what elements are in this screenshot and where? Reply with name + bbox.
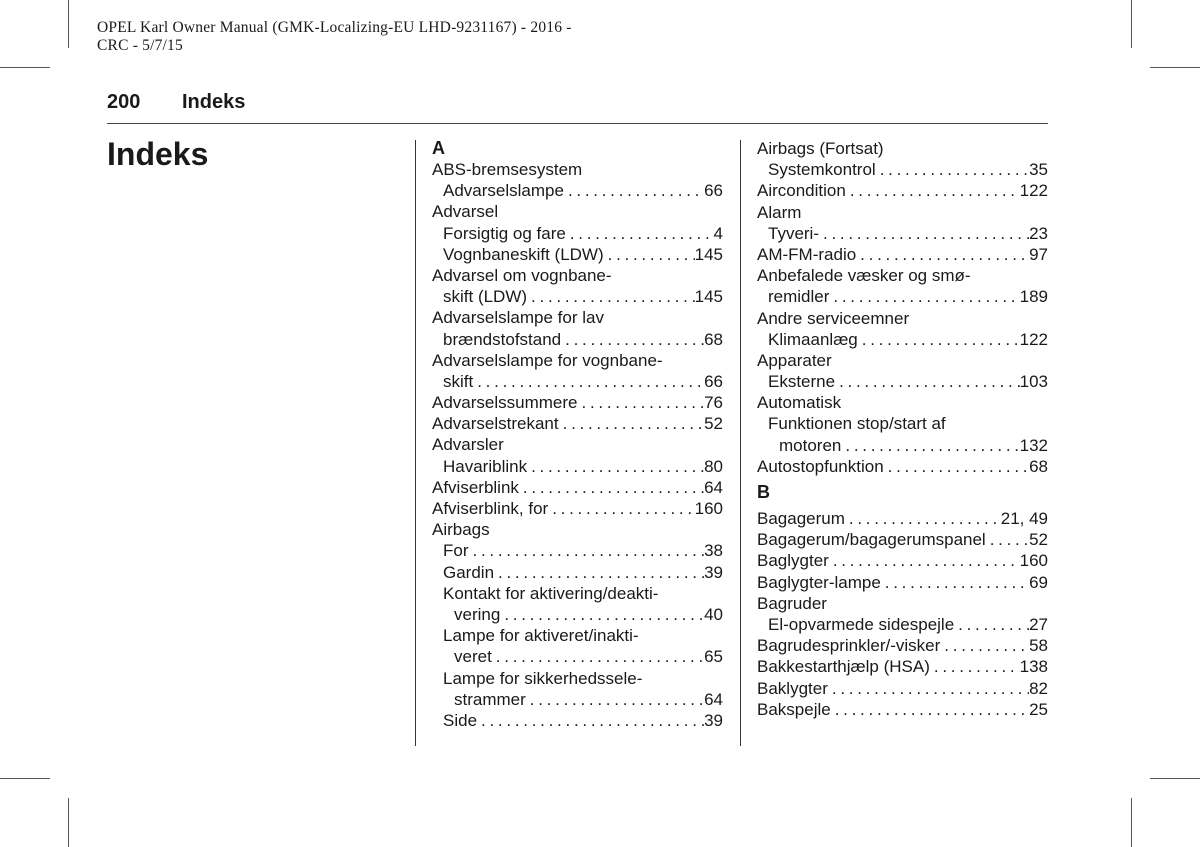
index-entry-page: 52: [1029, 530, 1048, 550]
index-entry-term: Bagagerum/bagagerumspanel: [757, 530, 986, 550]
index-entry-page: 66: [704, 371, 723, 391]
index-entry: [432, 392, 723, 413]
index-letter-heading: B: [757, 482, 770, 502]
page-number: 200: [107, 91, 141, 113]
index-entry-term: Advarselssummere: [432, 393, 578, 413]
index-entry: [432, 329, 723, 350]
index-entry-term: Havariblink: [443, 456, 528, 476]
index-entry-term: Advarsler: [432, 435, 504, 455]
index-entry: [757, 202, 1048, 223]
dot-leader: [473, 371, 704, 392]
index-entry-term: Vognbaneskift (LDW): [443, 244, 604, 264]
index-entry-term: Advarsel om vognbane-: [432, 265, 612, 285]
index-entry-page: 68: [704, 329, 723, 349]
section-name: Indeks: [182, 91, 246, 113]
crop-mark: [1131, 0, 1132, 48]
index-entry-page: 80: [704, 456, 723, 476]
index-entry-page: 58: [1029, 636, 1048, 656]
index-entry: [432, 265, 723, 286]
index-entry-term: strammer: [454, 689, 526, 709]
index-entry-term: Bakkestarthjælp (HSA): [757, 657, 930, 677]
index-entry: [432, 159, 723, 180]
crop-mark: [1131, 798, 1132, 847]
dot-leader: [819, 223, 1029, 244]
index-entry-term: Advarselslampe for vognbane-: [432, 350, 663, 370]
index-entry: [432, 604, 723, 625]
index-entry-term: Advarselstrekant: [432, 414, 559, 434]
index-entry-page: 40: [704, 604, 723, 624]
index-entry-page: 97: [1029, 244, 1048, 264]
index-entry-term: Kontakt for aktivering/deakti-: [443, 583, 659, 603]
index-entry: [757, 265, 1048, 286]
dot-leader: [940, 635, 1029, 656]
index-entry-term: Baklygter: [757, 678, 828, 698]
index-entry-term: Afviserblink: [432, 477, 519, 497]
index-entry: [432, 307, 723, 328]
index-entry-term: For: [443, 541, 469, 561]
page-title: Indeks: [107, 136, 209, 172]
index-entry: [432, 540, 723, 561]
index-entry-term: Lampe for sikkerhedssele-: [443, 668, 643, 688]
meta-line-2: CRC - 5/7/15: [97, 37, 183, 54]
dot-leader: [881, 572, 1029, 593]
index-entry-page: 132: [1019, 435, 1048, 455]
index-entry-term: Klimaanlæg: [768, 329, 858, 349]
index-entry-term: Funktionen stop/start af: [768, 414, 946, 434]
dot-leader: [829, 286, 1019, 307]
dot-leader: [492, 646, 704, 667]
index-entry-term: Baglygter-lampe: [757, 572, 881, 592]
index-entry-page: 4: [713, 223, 723, 243]
header-rule: [107, 123, 1048, 124]
index-entry: [432, 350, 723, 371]
index-entry-page: 64: [704, 477, 723, 497]
index-entry: [757, 456, 1048, 477]
index-entry-term: Lampe for aktiveret/inakti-: [443, 626, 639, 646]
index-entry: [757, 656, 1048, 677]
index-entry-term: Bagruder: [757, 593, 827, 613]
index-entry-term: Afviserblink, for: [432, 499, 549, 518]
index-entry-page: 145: [694, 244, 723, 264]
dot-leader: [578, 392, 705, 413]
index-entry-term: Advarselslampe for lav: [432, 308, 604, 328]
index-entry-page: 122: [1019, 181, 1048, 201]
index-entry: [757, 350, 1048, 371]
index-entry-term: Bagrudesprinkler/-visker: [757, 636, 941, 656]
dot-leader: [829, 550, 1020, 571]
index-entry-term: Advarsel: [432, 202, 499, 222]
index-entry: [757, 593, 1048, 614]
column-divider: [740, 140, 741, 746]
index-entry: [432, 625, 723, 646]
index-entry-page: 189: [1019, 287, 1048, 307]
index-entry-term: Anbefalede væsker og smø-: [757, 266, 971, 286]
dot-leader: [500, 604, 704, 625]
dot-leader: [930, 656, 1020, 677]
index-entry: [757, 435, 1048, 456]
index-entry-term: Alarm: [757, 202, 802, 222]
index-entry: [432, 456, 723, 477]
index-entry-page: 76: [704, 393, 723, 413]
index-entry-page: 69: [1029, 572, 1048, 592]
index-entry: [432, 477, 723, 498]
index-entry-term: Forsigtig og fare: [443, 223, 566, 243]
index-entry: [757, 635, 1048, 656]
index-entry-page: 66: [704, 181, 723, 201]
meta-line-1: OPEL Karl Owner Manual (GMK-Localizing-EU LHD-9231167) - 2016 -: [97, 19, 572, 36]
index-entry: [432, 201, 723, 222]
index-entry-term: Apparater: [757, 350, 832, 370]
index-entry: [757, 508, 1048, 529]
index-entry-page: 65: [704, 647, 723, 667]
index-entry-term: motoren: [779, 435, 842, 455]
index-entry: [432, 710, 723, 731]
index-entry-page: 82: [1029, 678, 1048, 698]
dot-leader: [986, 529, 1029, 550]
crop-mark: [0, 67, 50, 68]
index-column-1: [432, 138, 723, 731]
index-entry-page: 68: [1029, 456, 1048, 476]
dot-leader: [828, 678, 1029, 699]
index-entry-term: Baglygter: [757, 551, 829, 571]
dot-leader: [477, 710, 704, 731]
index-entry-page: 160: [1019, 551, 1048, 571]
index-column-2: [757, 138, 1048, 720]
index-entry-page: 160: [694, 499, 723, 518]
dot-leader: [835, 371, 1020, 392]
dot-leader: [526, 689, 704, 710]
index-entry: [757, 286, 1048, 307]
index-entry-term: Tyveri-: [768, 223, 819, 243]
index-entry-term: Automatisk: [757, 393, 842, 413]
dot-leader: [561, 329, 704, 350]
crop-mark: [68, 798, 69, 847]
index-entry: [432, 498, 723, 519]
index-entry-term: vering: [454, 604, 501, 624]
dot-leader: [527, 286, 695, 307]
dot-leader: [564, 180, 704, 201]
index-entry-term: Eksterne: [768, 372, 836, 392]
index-entry-term: Bakspejle: [757, 699, 831, 719]
dot-leader: [845, 508, 1001, 529]
index-entry: [757, 180, 1048, 201]
crop-mark: [1150, 67, 1200, 68]
dot-leader: [954, 614, 1029, 635]
dot-leader: [858, 329, 1020, 350]
dot-leader: [527, 456, 704, 477]
document-meta: [97, 19, 572, 55]
index-entry: [757, 678, 1048, 699]
index-entry: [757, 159, 1048, 180]
index-entry-page: 64: [704, 689, 723, 709]
index-entry-page: 21, 49: [1000, 509, 1048, 528]
index-entry: [757, 138, 1048, 159]
index-entry-page: 35: [1029, 160, 1048, 180]
index-entry-term: remidler: [768, 287, 830, 307]
dot-leader: [469, 540, 705, 561]
index-entry-term: Airbags (Fortsat): [757, 139, 884, 158]
dot-leader: [519, 477, 704, 498]
index-entry: [757, 308, 1048, 329]
page-header: [107, 91, 245, 114]
crop-mark: [0, 778, 50, 779]
index-entry-page: 138: [1019, 657, 1048, 677]
index-entry: [432, 689, 723, 710]
index-entry-term: AM-FM-radio: [757, 244, 857, 264]
dot-leader: [856, 244, 1029, 265]
index-entry-page: 39: [704, 710, 723, 730]
index-entry-term: Side: [443, 710, 478, 730]
index-entry: [432, 223, 723, 244]
index-entry: [757, 572, 1048, 593]
index-entry-page: 103: [1019, 372, 1048, 392]
index-entry: [757, 223, 1048, 244]
index-entry-page: 25: [1029, 699, 1048, 719]
dot-leader: [548, 498, 694, 519]
dot-leader: [876, 159, 1029, 180]
index-entry-term: veret: [454, 647, 492, 667]
index-entry: [432, 371, 723, 392]
column-divider: [415, 140, 416, 746]
index-entry-term: Aircondition: [757, 181, 846, 201]
dot-leader: [494, 562, 704, 583]
index-entry: [432, 646, 723, 667]
index-entry-term: ABS-bremsesystem: [432, 160, 583, 179]
index-entry: [757, 699, 1048, 720]
crop-mark: [1150, 778, 1200, 779]
index-entry-term: Autostopfunktion: [757, 456, 884, 476]
index-entry-term: Bagagerum: [757, 509, 845, 528]
index-entry: [757, 244, 1048, 265]
index-entry-page: 27: [1029, 614, 1048, 634]
index-entry-term: skift: [443, 371, 474, 391]
crop-mark: [68, 0, 69, 48]
dot-leader: [846, 180, 1020, 201]
index-entry: [432, 286, 723, 307]
index-entry-term: skift (LDW): [443, 287, 528, 307]
dot-leader: [559, 413, 704, 434]
index-entry: [432, 668, 723, 689]
index-entry: [432, 434, 723, 455]
index-entry-page: 145: [694, 287, 723, 307]
index-entry: [432, 519, 723, 540]
index-entry: [432, 562, 723, 583]
index-entry-page: 122: [1019, 329, 1048, 349]
index-entry: [432, 583, 723, 604]
index-entry: [757, 550, 1048, 571]
index-entry-page: 52: [704, 414, 723, 434]
index-entry-term: Andre serviceemner: [757, 308, 910, 328]
index-entry-page: 38: [704, 541, 723, 561]
dot-leader: [566, 223, 714, 244]
dot-leader: [604, 244, 695, 265]
index-entry: [757, 371, 1048, 392]
index-entry-term: brændstofstand: [443, 329, 562, 349]
index-letter-heading: A: [432, 138, 445, 158]
index-entry-term: El-opvarmede sidespejle: [768, 614, 955, 634]
index-entry: [432, 413, 723, 434]
index-entry-term: Gardin: [443, 562, 495, 582]
index-entry: [757, 329, 1048, 350]
index-entry: [432, 244, 723, 265]
dot-leader: [841, 435, 1019, 456]
index-entry: [432, 180, 723, 201]
dot-leader: [831, 699, 1029, 720]
dot-leader: [884, 456, 1029, 477]
index-entry: [757, 413, 1048, 434]
index-entry-term: Advarselslampe: [443, 181, 564, 201]
index-entry-page: 23: [1029, 223, 1048, 243]
index-entry: [757, 614, 1048, 635]
index-entry-term: Systemkontrol: [768, 160, 876, 180]
index-entry: [757, 392, 1048, 413]
index-entry: [757, 529, 1048, 550]
index-entry-term: Airbags: [432, 520, 490, 540]
index-entry-page: 39: [704, 562, 723, 582]
